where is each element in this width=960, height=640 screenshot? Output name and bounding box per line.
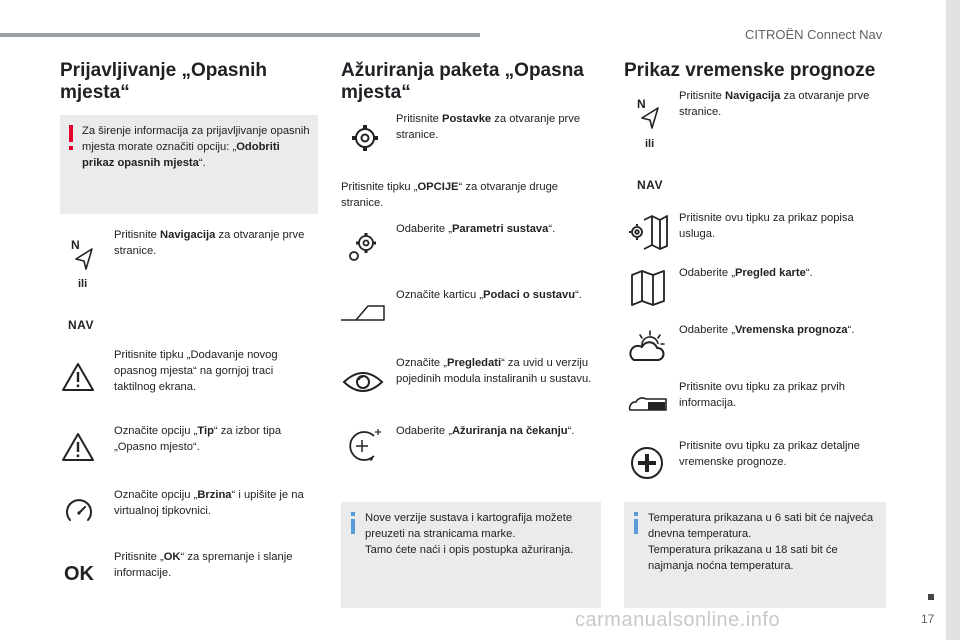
- weather-forecast-icon: [628, 330, 668, 362]
- pending-updates-icon: [344, 426, 384, 466]
- section-title-report-danger: Prijavljivanje „Opasnih mjesta“: [60, 60, 267, 103]
- or-label: ili: [78, 278, 88, 290]
- step-add-danger: Pritisnite tipku „Dodavanje novog opasnog mjesta“ na gornjoj traci taktilnog ekrana.: [114, 349, 278, 393]
- info-note-updates-text: Nove verzije sustava i kartografija možete preuzeti na stranicama marke. Tamo ćete naći i opis postupka ažuriranja.: [365, 512, 574, 556]
- page-number: 17: [921, 612, 935, 626]
- header-title: CITROËN Connect Nav: [745, 27, 883, 42]
- navigation-icon: [70, 237, 96, 271]
- info-mark-icon: [632, 512, 640, 534]
- step-ok: Pritisnite „OK“ za spremanje i slanje informacije.: [114, 551, 293, 579]
- step-system-params: Odaberite „Parametri sustava“.: [396, 223, 556, 235]
- step-view: Označite „Pregledati“ za uvid u verziju pojedinih modula instaliranih u sustavu.: [396, 357, 592, 385]
- step-navigation-weather: Pritisnite Navigacija za otvaranje prve stranice.: [679, 90, 870, 118]
- info-note-weather: [624, 502, 886, 608]
- speed-gauge-icon: [64, 496, 94, 526]
- view-eye-icon: [342, 368, 384, 396]
- step-navigation: Pritisnite Navigacija za otvaranje prve stranice.: [114, 229, 305, 257]
- warning-triangle-icon: [61, 362, 95, 392]
- add-circle-icon: [630, 446, 664, 480]
- svg-text:N: N: [637, 97, 646, 111]
- step-services: Pritisnite ovu tipku za prikaz popisa usluga.: [679, 212, 854, 240]
- step-detailed-forecast: Pritisnite ovu tipku za prikaz detaljne vremenske prognoze.: [679, 440, 860, 468]
- page-edge-bar: [946, 0, 960, 640]
- step-weather: Odaberite „Vremenska prognoza“.: [679, 324, 855, 336]
- warning-note-text: Za širenje informacija za prijavljivanje opasnih mjesta morate označiti opciju: „Odobriti prikaz opasnih mjesta“.: [82, 125, 310, 169]
- warning-note: [60, 115, 318, 214]
- page-marker: [928, 594, 934, 600]
- ok-button-label: OK: [64, 563, 94, 585]
- step-options: Pritisnite tipku „OPCIJE“ za otvaranje druge stranice.: [341, 181, 559, 209]
- step-pending: Odaberite „Ažuriranja na čekanju“.: [396, 425, 575, 437]
- info-note-updates: [341, 502, 601, 608]
- step-system-data: Označite karticu „Podaci o sustavu“.: [396, 289, 582, 301]
- section-title-updates: Ažuriranja paketa „Opasna mjesta“: [341, 60, 584, 103]
- or-label: ili: [645, 138, 655, 150]
- section-title-weather: Prikaz vremenske prognoze: [624, 60, 876, 81]
- step-map-view: Odaberite „Pregled karte“.: [679, 267, 813, 279]
- settings-gear-icon: [350, 123, 380, 153]
- info-mark-icon: [349, 512, 357, 534]
- step-speed: Označite opciju „Brzina“ i upišite je na virtualnoj tipkovnici.: [114, 489, 304, 517]
- services-map-icon: [628, 214, 668, 250]
- step-type: Označite opciju „Tip“ za izbor tipa „Opasno mjesto“.: [114, 425, 282, 453]
- watermark: carmanualsonline.info: [575, 609, 781, 631]
- weather-info-toggle-icon: [628, 394, 668, 412]
- nav-button-label: NAV: [68, 318, 94, 332]
- danger-type-triangle-icon: [61, 432, 95, 462]
- warning-mark-icon: [68, 125, 74, 151]
- svg-text:N: N: [71, 238, 80, 252]
- system-data-tab-icon: [340, 303, 386, 323]
- info-note-weather-text: Temperatura prikazana u 6 sati bit će najveća dnevna temperatura. Temperatura prikazana u 18 sati bit će najmanja noćna temperatura.: [648, 512, 874, 572]
- navigation-icon: [636, 96, 662, 130]
- step-settings: Pritisnite Postavke za otvaranje prve stranice.: [396, 113, 581, 141]
- map-view-icon: [630, 270, 666, 306]
- system-settings-icon: [346, 230, 380, 264]
- step-first-info: Pritisnite ovu tipku za prikaz prvih informacija.: [679, 381, 846, 409]
- header-rule: [0, 33, 480, 37]
- nav-button-label: NAV: [637, 178, 663, 192]
